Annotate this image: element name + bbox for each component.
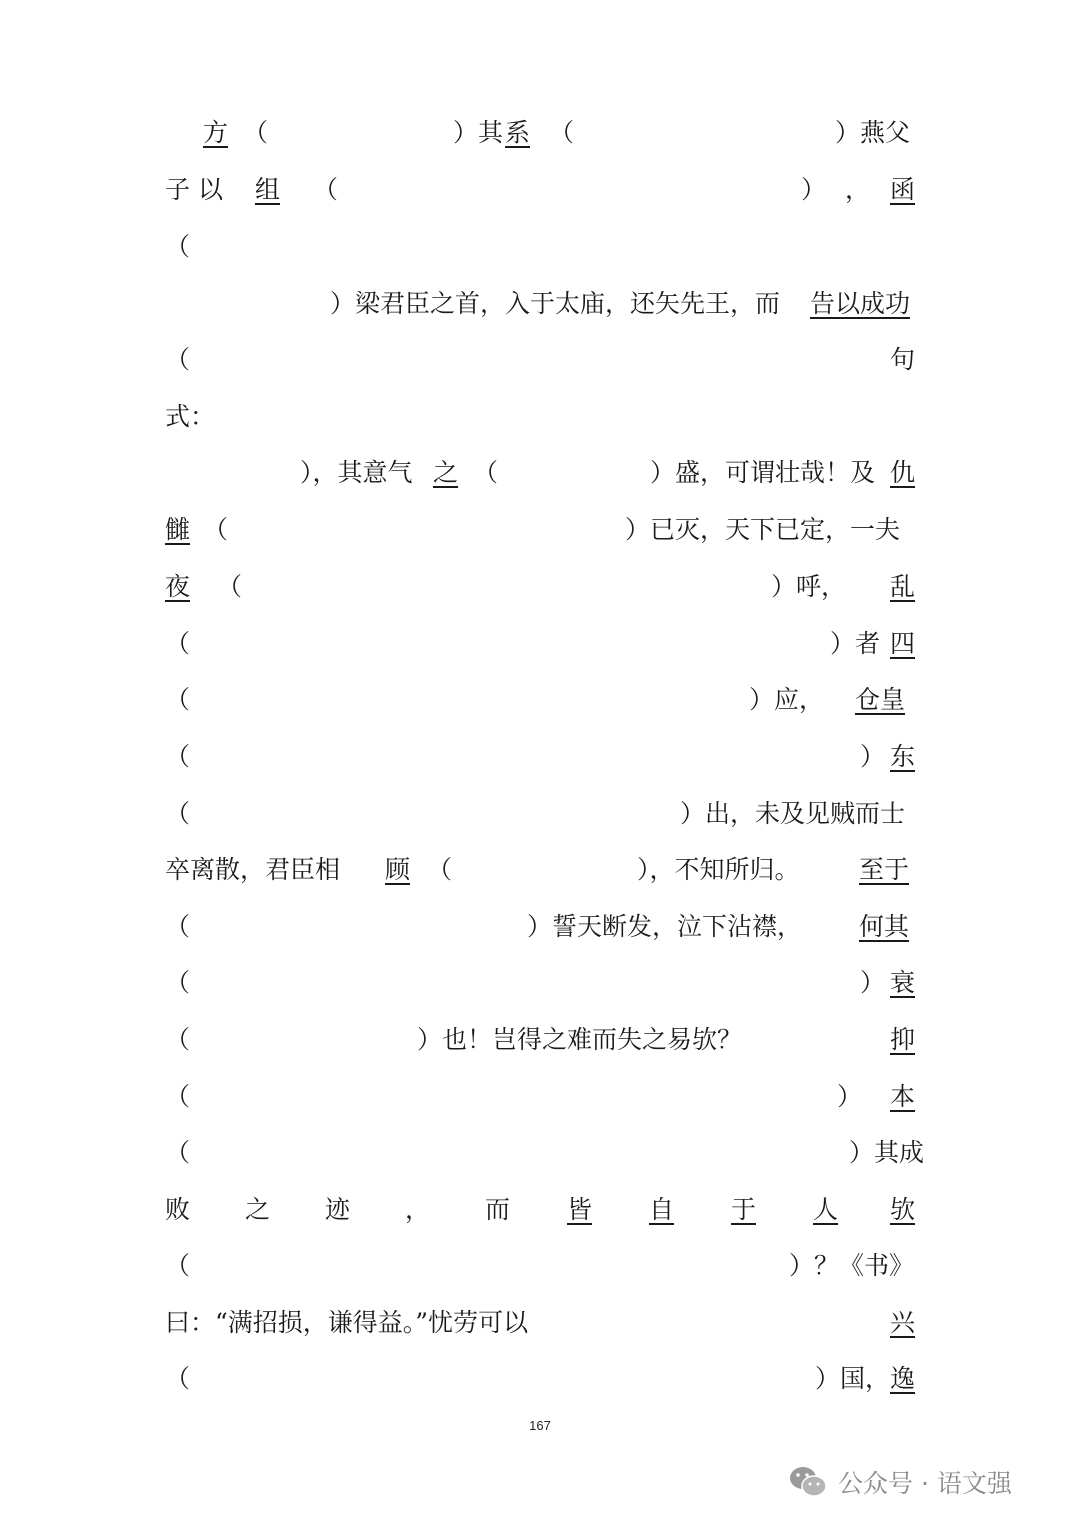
underlined-keyword: 仓皇 bbox=[855, 685, 906, 714]
underlined-keyword: 东 bbox=[890, 742, 916, 771]
underlined-keyword: 衰 bbox=[890, 968, 916, 997]
text-segment: ）也！岂得之难而失之易欤？ bbox=[417, 1025, 743, 1054]
text-segment: ）出，未及见贼而士 bbox=[680, 799, 906, 828]
underlined-keyword: 自 bbox=[649, 1195, 675, 1224]
text-segment: ） bbox=[837, 1082, 863, 1111]
text-line bbox=[165, 453, 917, 493]
underlined-keyword: 皆 bbox=[567, 1195, 593, 1224]
underlined-keyword: 人 bbox=[813, 1195, 839, 1224]
text-line bbox=[165, 624, 917, 664]
wechat-icon bbox=[788, 1464, 828, 1500]
text-segment: （ bbox=[165, 1082, 191, 1111]
underlined-keyword: 抑 bbox=[890, 1025, 916, 1054]
text-segment: 卒离散，君臣相 bbox=[165, 855, 341, 884]
text-segment: ） bbox=[801, 175, 827, 204]
text-segment: （ bbox=[165, 968, 191, 997]
underlined-keyword: 雠 bbox=[165, 515, 191, 544]
text-segment: 败 bbox=[165, 1195, 191, 1224]
text-segment: （ bbox=[165, 685, 191, 714]
text-segment: ）其成 bbox=[849, 1138, 925, 1167]
text-segment: （ bbox=[165, 232, 191, 261]
text-segment: （ bbox=[549, 118, 575, 147]
text-line bbox=[165, 170, 917, 210]
text-segment: ）者 bbox=[830, 629, 881, 658]
text-segment: ）已灭，天下已定，一夫 bbox=[625, 515, 901, 544]
text-line bbox=[165, 397, 917, 437]
text-line bbox=[165, 1020, 917, 1060]
text-segment: ），不知所归。 bbox=[637, 855, 800, 884]
text-segment: （ bbox=[203, 515, 229, 544]
underlined-keyword: 方 bbox=[203, 118, 229, 147]
text-segment: ）誓天断发，泣下沾襟， bbox=[527, 912, 803, 941]
text-segment: ）应， bbox=[749, 685, 825, 714]
underlined-keyword: 顾 bbox=[385, 855, 411, 884]
text-segment: 迹 bbox=[325, 1195, 351, 1224]
text-segment: （ bbox=[473, 458, 499, 487]
text-line bbox=[165, 1246, 917, 1286]
text-segment: （ bbox=[243, 118, 269, 147]
text-segment: （ bbox=[427, 855, 453, 884]
underlined-keyword: 仇 bbox=[890, 458, 916, 487]
text-segment: 曰：“满招损，谦得益。”忧劳可以 bbox=[165, 1308, 529, 1337]
text-segment: 之 bbox=[245, 1195, 271, 1224]
text-segment: （ bbox=[165, 799, 191, 828]
text-segment: 句 bbox=[890, 345, 916, 374]
text-segment: ）梁君臣之首，入于太庙，还矢先王，而 bbox=[330, 289, 781, 318]
text-segment: （ bbox=[165, 1364, 191, 1393]
text-segment: ）盛，可谓壮哉！及 bbox=[650, 458, 876, 487]
text-segment: 而 bbox=[485, 1195, 511, 1224]
text-segment: （ bbox=[165, 1251, 191, 1280]
text-segment: ） bbox=[860, 968, 886, 997]
text-line bbox=[165, 737, 917, 777]
text-line bbox=[165, 963, 917, 1003]
underlined-keyword: 组 bbox=[255, 175, 281, 204]
text-line bbox=[165, 1190, 917, 1230]
text-segment: （ bbox=[165, 1025, 191, 1054]
text-segment: （ bbox=[165, 629, 191, 658]
text-line bbox=[165, 510, 917, 550]
text-segment: （ bbox=[217, 572, 243, 601]
text-line bbox=[165, 284, 917, 324]
underlined-keyword: 逸 bbox=[890, 1364, 916, 1393]
text-segment: 式： bbox=[165, 402, 216, 431]
underlined-keyword: 告以成功 bbox=[810, 289, 911, 318]
underlined-keyword: 本 bbox=[890, 1082, 916, 1111]
text-segment: 子 以 bbox=[165, 175, 223, 204]
text-line bbox=[165, 113, 917, 153]
text-line bbox=[165, 567, 917, 607]
text-line bbox=[165, 794, 917, 834]
text-line bbox=[165, 680, 917, 720]
text-segment: （ bbox=[165, 742, 191, 771]
underlined-keyword: 乱 bbox=[890, 572, 916, 601]
text-segment: （ bbox=[165, 345, 191, 374]
text-line bbox=[165, 1077, 917, 1117]
underlined-keyword: 欤 bbox=[890, 1195, 916, 1224]
underlined-keyword: 夜 bbox=[165, 572, 191, 601]
text-line bbox=[165, 1133, 925, 1173]
text-line bbox=[165, 907, 917, 947]
underlined-keyword: 于 bbox=[731, 1195, 757, 1224]
text-segment: ）国， bbox=[815, 1364, 891, 1393]
text-line bbox=[165, 227, 917, 267]
text-line bbox=[165, 1303, 917, 1343]
text-segment: ），其意气 bbox=[300, 458, 413, 487]
text-segment: ）呼， bbox=[771, 572, 847, 601]
text-segment: ） bbox=[860, 742, 886, 771]
watermark-text: 公众号 · 语文强 bbox=[838, 1469, 1012, 1498]
underlined-keyword: 何其 bbox=[859, 912, 910, 941]
text-line bbox=[165, 850, 917, 890]
underlined-keyword: 四 bbox=[890, 629, 916, 658]
text-segment: （ bbox=[165, 1138, 191, 1167]
text-segment: ， bbox=[405, 1195, 431, 1224]
watermark bbox=[788, 1462, 1012, 1502]
underlined-keyword: 之 bbox=[433, 458, 459, 487]
text-segment: （ bbox=[313, 175, 339, 204]
page-number: 167 bbox=[529, 1418, 551, 1433]
underlined-keyword: 函 bbox=[890, 175, 916, 204]
text-segment: （ bbox=[165, 912, 191, 941]
text-line bbox=[165, 1359, 917, 1399]
text-segment: ， bbox=[845, 175, 871, 204]
underlined-keyword: 系 bbox=[505, 118, 531, 147]
underlined-keyword: 至于 bbox=[859, 855, 910, 884]
underlined-keyword: 兴 bbox=[890, 1308, 916, 1337]
text-segment: ）？《书》 bbox=[789, 1251, 915, 1280]
text-line bbox=[165, 340, 917, 380]
text-segment: ）燕父 bbox=[835, 118, 911, 147]
text-segment: ）其 bbox=[453, 118, 504, 147]
